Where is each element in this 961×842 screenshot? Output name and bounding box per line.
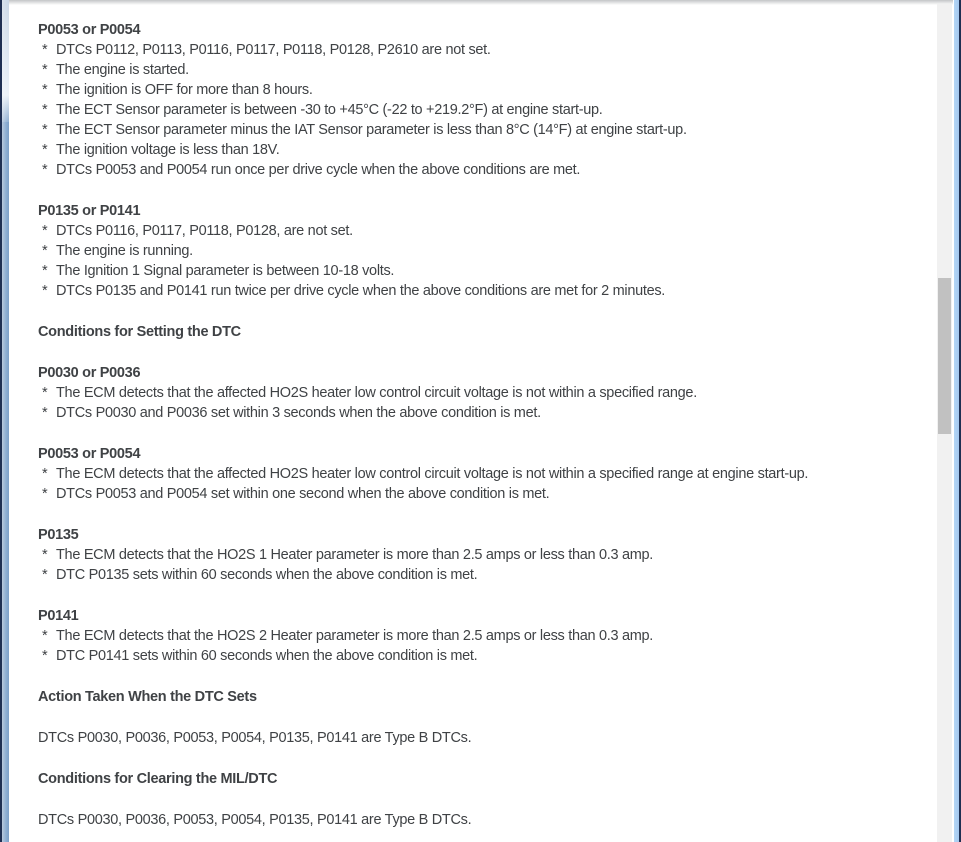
section-heading: P0053 or P0054: [38, 446, 141, 462]
bullet-text: The engine is started.: [56, 62, 189, 78]
section-heading: P0135: [38, 527, 79, 543]
section-heading: Conditions for Clearing the MIL/DTC: [38, 771, 278, 787]
bullet-item: [38, 403, 937, 423]
bullet-text: The ECM detects that the HO2S 2 Heater parameter is more than 2.5 amps or less than 0.3 amp.: [56, 628, 654, 644]
bullet-text: DTC P0141 sets within 60 seconds when the above condition is met.: [56, 648, 478, 664]
bullet-marker: *: [42, 62, 48, 78]
bullet-text: DTCs P0053 and P0054 set within one second when the above condition is met.: [56, 486, 550, 502]
bullet-item: [38, 464, 937, 484]
bullet-marker: *: [42, 466, 48, 482]
left-edge-blue-bar: [2, 0, 9, 842]
bullet-item: [38, 221, 937, 241]
section-heading: P0141: [38, 608, 79, 624]
bullet-text: The ECM detects that the affected HO2S heater low control circuit voltage is not within a specified range at engine start-up.: [56, 466, 809, 482]
bullet-item: [38, 484, 937, 504]
window-left-edge: [0, 0, 9, 842]
bullet-item: [38, 80, 937, 100]
document-scroll-area[interactable]: [9, 0, 937, 842]
section-heading: P0030 or P0036: [38, 365, 141, 381]
bullet-marker: *: [42, 405, 48, 421]
bullet-text: DTCs P0116, P0117, P0118, P0128, are not set.: [56, 223, 353, 239]
bullet-text: The ECT Sensor parameter is between -30 to +45°C (-22 to +219.2°F) at engine start-up.: [56, 102, 603, 118]
bullet-text: DTCs P0030 and P0036 set within 3 seconds when the above condition is met.: [56, 405, 541, 421]
bullet-item: [38, 281, 937, 301]
section-heading: Conditions for Setting the DTC: [38, 324, 241, 340]
bullet-item: [38, 120, 937, 140]
bullet-marker: *: [42, 486, 48, 502]
bullet-item: [38, 60, 937, 80]
bullet-item: [38, 383, 937, 403]
bullet-text: DTC P0135 sets within 60 seconds when the above condition is met.: [56, 567, 478, 583]
bullet-text: The ignition voltage is less than 18V.: [56, 142, 280, 158]
bullet-item: [38, 646, 937, 666]
window-right-edge: [953, 0, 961, 842]
bullet-text: The ECM detects that the affected HO2S heater low control circuit voltage is not within a specified range.: [56, 385, 697, 401]
bullet-marker: *: [42, 223, 48, 239]
bullet-marker: *: [42, 263, 48, 279]
bullet-marker: *: [42, 122, 48, 138]
scrollbar-thumb[interactable]: [938, 278, 951, 434]
bullet-marker: *: [42, 162, 48, 178]
vertical-scrollbar[interactable]: [937, 4, 952, 842]
bullet-marker: *: [42, 648, 48, 664]
bullet-marker: *: [42, 385, 48, 401]
bullet-marker: *: [42, 547, 48, 563]
bullet-text: The ECT Sensor parameter minus the IAT Sensor parameter is less than 8°C (14°F) at engine start-up.: [56, 122, 687, 138]
section-heading: P0053 or P0054: [38, 22, 141, 38]
left-edge-dark-line: [0, 0, 2, 842]
bullet-text: The ECM detects that the HO2S 1 Heater parameter is more than 2.5 amps or less than 0.3 amp.: [56, 547, 654, 563]
bullet-item: [38, 100, 937, 120]
bullet-item: [38, 160, 937, 180]
bullet-text: DTCs P0135 and P0141 run twice per drive cycle when the above conditions are met for 2 minutes.: [56, 283, 666, 299]
bullet-item: [38, 261, 937, 281]
bullet-item: [38, 565, 937, 585]
bullet-text: The Ignition 1 Signal parameter is between 10-18 volts.: [56, 263, 395, 279]
bullet-marker: *: [42, 142, 48, 158]
section-paragraph: DTCs P0030, P0036, P0053, P0054, P0135, P0141 are Type B DTCs.: [38, 730, 472, 746]
bullet-item: [38, 626, 937, 646]
bullet-text: The ignition is OFF for more than 8 hours.: [56, 82, 313, 98]
bullet-item: [38, 241, 937, 261]
bullet-text: DTCs P0112, P0113, P0116, P0117, P0118, P0128, P2610 are not set.: [56, 42, 491, 58]
bullet-item: [38, 545, 937, 565]
bullet-marker: *: [42, 628, 48, 644]
section-paragraph: DTCs P0030, P0036, P0053, P0054, P0135, P0141 are Type B DTCs.: [38, 812, 472, 828]
bullet-text: The engine is running.: [56, 243, 193, 259]
bullet-marker: *: [42, 82, 48, 98]
section-heading: P0135 or P0141: [38, 203, 141, 219]
bullet-marker: *: [42, 102, 48, 118]
bullet-marker: *: [42, 42, 48, 58]
bullet-marker: *: [42, 283, 48, 299]
left-edge-top-fade: [2, 0, 9, 122]
bullet-item: [38, 40, 937, 60]
bullet-marker: *: [42, 567, 48, 583]
bullet-item: [38, 140, 937, 160]
bullet-text: DTCs P0053 and P0054 run once per drive cycle when the above conditions are met.: [56, 162, 581, 178]
bullet-marker: *: [42, 243, 48, 259]
section-heading: Action Taken When the DTC Sets: [38, 689, 257, 705]
